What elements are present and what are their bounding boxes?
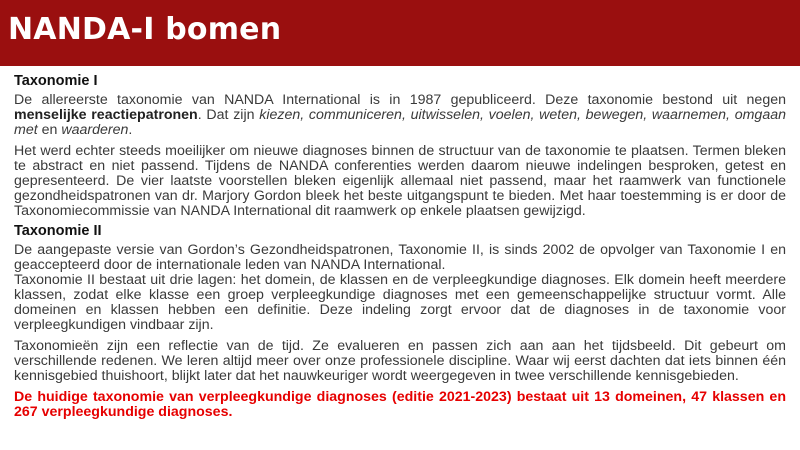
title-bar bbox=[0, 0, 800, 66]
paragraph-text: . bbox=[128, 122, 133, 138]
paragraph-taxonomie-2-layers: Taxonomie II bestaat uit drie lagen: het domein, de klassen en de verpleegkundige diagnoses. Elk domein heeft meerdere klassen, zodat elke klasse een groep verpleegkundige diagnoses met een gemeenschappelijke structuur vormt. Alle domeinen en klassen hebben een definitie. Deze indeling zorgt ervoor dat de diagnoses in de taxonomie voor verpleegkundigen vindbaar zijn. bbox=[14, 272, 786, 333]
page-title: NANDA-I bomen bbox=[8, 12, 282, 47]
paragraph-taxonomie-1-intro bbox=[14, 93, 786, 138]
paragraph-text: . Dat zijn bbox=[197, 107, 260, 123]
section-heading-taxonomie-2: Taxonomie II bbox=[14, 223, 102, 239]
paragraph-taxonomie-2-intro: De aangepaste versie van Gordon’s Gezondheidspatronen, Taxonomie II, is sinds 2002 de opvolger van Taxonomie I en geaccepteerd door de internationale leden van NANDA International. bbox=[14, 242, 786, 273]
paragraph-taxonomie-2-reflection: Taxonomieën zijn een reflectie van de tijd. Ze evalueren en passen zich aan aan het tijdsbeeld. Dit gebeurt om verschillende redenen. We leren altijd meer over onze professionele discipline. Waar wij eerst dachten dat iets binnen één kennisgebied thuishoort, blijkt later dat het nauwkeuriger wordt weergegeven in twee verschillende kennisgebieden. bbox=[14, 338, 786, 384]
italic-terms: kiezen, communiceren, uitwisselen, voelen, weten, bewegen, waarnemen, omgaan met bbox=[14, 107, 786, 138]
content-area bbox=[14, 73, 786, 426]
bold-term: menselijke reactiepatronen bbox=[14, 107, 198, 123]
highlight-summary: De huidige taxonomie van verpleegkundige diagnoses (editie 2021-2023) bestaat uit 13 domeinen, 47 klassen en 267 verpleegkundige diagnoses. bbox=[14, 389, 786, 420]
italic-term: waarderen bbox=[61, 122, 129, 138]
section-heading-taxonomie-1: Taxonomie I bbox=[14, 73, 98, 89]
paragraph-taxonomie-1-history: Het werd echter steeds moeilijker om nieuwe diagnoses binnen de structuur van de taxonomie te plaatsen. Termen bleken te abstract en niet passend. Tijdens de NANDA conferenties werden daarom nieuwe indelingen besproken, getest en gepresenteerd. De vier laatste voorstellen bleken eigenlijk allemaal niet passend, maar het raamwerk van functionele gezondheidspatronen van dr. Marjory Gordon bleek het beste uitgangspunt te bieden. Met haar toestemming is er door de Taxonomiecommissie van NANDA International dit raamwerk op enkele plaatsen gewijzigd. bbox=[14, 143, 786, 219]
paragraph-text: en bbox=[37, 122, 62, 138]
paragraph-text: De allereerste taxonomie van NANDA International is in 1987 gepubliceerd. Deze taxonomie bestond uit negen bbox=[14, 92, 786, 108]
